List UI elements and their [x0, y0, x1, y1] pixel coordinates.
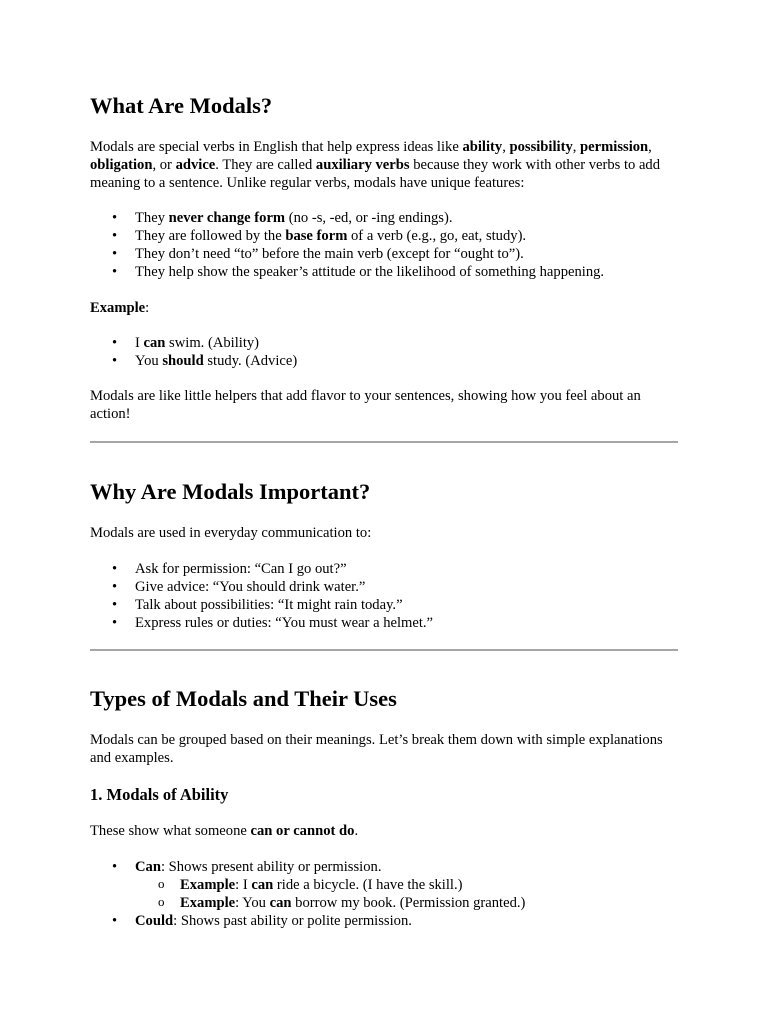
- heading-why-modals-important: Why Are Modals Important?: [90, 479, 371, 504]
- list-item: • They help show the speaker’s attitude or the likelihood of something happening.: [90, 263, 678, 281]
- list-item: • Could: Shows past ability or polite permission.: [90, 912, 678, 930]
- list-item: • Ask for permission: “Can I go out?”: [90, 560, 678, 578]
- intro-paragraph: Modals are special verbs in English that help express ideas like ability, possibility, permission, obligation, or advice. They are called auxiliary verbs because they work with other verbs to add meaning to a sentence. Unlike regular verbs, modals have unique features:: [90, 139, 661, 191]
- list-item: • Talk about possibilities: “It might rain today.”: [90, 596, 678, 614]
- types-intro: Modals can be grouped based on their meanings. Let’s break them down with simple explanations and examples.: [90, 732, 663, 766]
- list-item: o Example: You can borrow my book. (Permission granted.): [135, 894, 678, 912]
- list-item: • You should study. (Advice): [90, 352, 678, 370]
- can-examples-list: [135, 876, 678, 912]
- list-item: • They don’t need “to” before the main verb (except for “ought to”).: [90, 245, 678, 263]
- list-item: • Can: Shows present ability or permission. o Example: I can ride a bicycle. (I have the skill.) o Example: You can borrow my book. (Permission granted.): [90, 858, 678, 912]
- example-label-line: Example:: [90, 300, 150, 316]
- subheading-modals-of-ability: 1. Modals of Ability: [90, 785, 229, 804]
- helper-paragraph: Modals are like little helpers that add flavor to your sentences, showing how you feel about an action!: [90, 388, 641, 422]
- examples-list: [90, 334, 678, 370]
- ability-intro: These show what someone can or cannot do.: [90, 823, 359, 839]
- document-content: [90, 92, 678, 930]
- list-item: • They never change form (no -s, -ed, or -ing endings).: [90, 209, 678, 227]
- usage-intro: Modals are used in everyday communication to:: [90, 525, 372, 541]
- usage-list: [90, 560, 678, 632]
- list-item: • Express rules or duties: “You must wear a helmet.”: [90, 614, 678, 632]
- features-list: [90, 209, 678, 281]
- list-item: • They are followed by the base form of a verb (e.g., go, eat, study).: [90, 227, 678, 245]
- list-item: • Give advice: “You should drink water.”: [90, 578, 678, 596]
- heading-types-of-modals: Types of Modals and Their Uses: [90, 686, 397, 711]
- list-item: • I can swim. (Ability): [90, 334, 678, 352]
- list-item: o Example: I can ride a bicycle. (I have the skill.): [135, 876, 678, 894]
- ability-list: [90, 858, 678, 930]
- heading-what-are-modals: What Are Modals?: [90, 93, 273, 118]
